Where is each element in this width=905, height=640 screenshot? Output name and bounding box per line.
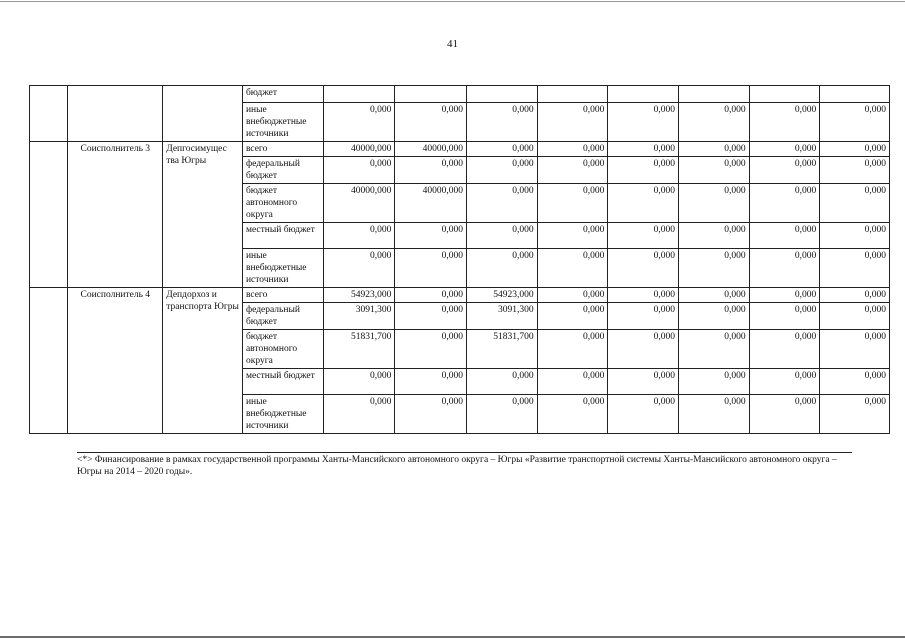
value-cell: 0,000 [395,288,467,303]
value-cell: 0,000 [608,330,679,369]
table-row [30,288,890,303]
value-cell: 0,000 [467,395,538,434]
value-cell: 0,000 [467,157,538,184]
source-cell: бюджет [242,86,323,103]
value-cell: 0,000 [608,395,679,434]
value-cell: 0,000 [395,303,467,330]
table-row [30,86,890,103]
value-cell: 0,000 [608,103,679,142]
value-cell: 0,000 [537,288,608,303]
value-cell: 0,000 [608,184,679,223]
value-cell: 0,000 [820,369,890,395]
executor-cell [68,86,163,142]
value-cell: 0,000 [749,223,820,249]
value-cell: 0,000 [537,142,608,157]
value-cell: 0,000 [820,103,890,142]
value-cell: 0,000 [749,157,820,184]
source-cell: иные внебюджетные источники [242,395,323,434]
value-cell: 0,000 [537,369,608,395]
value-cell: 3091,300 [467,303,538,330]
value-cell [537,86,608,103]
source-cell: иные внебюджетные источники [242,249,323,288]
value-cell: 54923,000 [467,288,538,303]
value-cell: 0,000 [467,142,538,157]
value-cell: 0,000 [678,184,749,223]
value-cell: 0,000 [608,142,679,157]
value-cell: 40000,000 [323,142,395,157]
value-cell: 0,000 [749,184,820,223]
value-cell: 0,000 [395,103,467,142]
value-cell: 0,000 [749,142,820,157]
row-number-cell [30,86,68,142]
value-cell: 0,000 [537,303,608,330]
value-cell [323,86,395,103]
value-cell: 0,000 [608,303,679,330]
value-cell: 0,000 [678,330,749,369]
value-cell: 0,000 [678,142,749,157]
value-cell: 0,000 [749,288,820,303]
value-cell: 0,000 [395,157,467,184]
table-row [30,142,890,157]
value-cell [467,86,538,103]
value-cell: 0,000 [537,395,608,434]
value-cell: 0,000 [749,330,820,369]
value-cell: 0,000 [323,223,395,249]
value-cell: 0,000 [467,103,538,142]
value-cell: 0,000 [608,249,679,288]
row-number-cell [30,288,68,434]
value-cell: 40000,000 [323,184,395,223]
value-cell [820,86,890,103]
org-cell [163,86,243,142]
value-cell: 40000,000 [395,142,467,157]
value-cell: 0,000 [608,157,679,184]
value-cell: 0,000 [678,369,749,395]
value-cell: 0,000 [323,249,395,288]
value-cell: 0,000 [537,184,608,223]
value-cell [678,86,749,103]
financing-table [29,85,890,434]
value-cell: 0,000 [820,395,890,434]
org-cell: Депдорхоз и транспорта Югры [163,288,243,434]
value-cell: 0,000 [749,103,820,142]
value-cell: 0,000 [678,395,749,434]
value-cell: 0,000 [608,288,679,303]
value-cell: 0,000 [820,142,890,157]
source-cell: федеральный бюджет [242,157,323,184]
value-cell: 0,000 [537,157,608,184]
value-cell [749,86,820,103]
scan-top-edge [0,1,905,2]
value-cell: 0,000 [323,395,395,434]
source-cell: иные внебюджетные источники [242,103,323,142]
value-cell: 0,000 [820,157,890,184]
value-cell: 0,000 [820,184,890,223]
value-cell: 0,000 [678,288,749,303]
value-cell [395,86,467,103]
value-cell: 54923,000 [323,288,395,303]
value-cell: 0,000 [678,223,749,249]
value-cell: 0,000 [608,369,679,395]
value-cell: 0,000 [467,223,538,249]
value-cell: 0,000 [820,330,890,369]
org-cell: Депгосимущес тва Югры [163,142,243,288]
value-cell: 0,000 [537,103,608,142]
source-cell: федеральный бюджет [242,303,323,330]
value-cell: 0,000 [608,223,679,249]
value-cell: 0,000 [537,330,608,369]
source-cell: всего [242,142,323,157]
executor-cell: Соисполнитель 3 [68,142,163,288]
row-number-cell [30,142,68,288]
source-cell: местный бюджет [242,223,323,249]
value-cell [608,86,679,103]
value-cell: 0,000 [820,303,890,330]
scan-bottom-edge [0,636,905,638]
value-cell: 0,000 [537,223,608,249]
page-number: 41 [447,38,458,50]
value-cell: 51831,700 [323,330,395,369]
executor-cell: Соисполнитель 4 [68,288,163,434]
value-cell: 0,000 [820,249,890,288]
value-cell: 0,000 [749,395,820,434]
source-cell: бюджет автономного округа [242,330,323,369]
value-cell: 0,000 [323,157,395,184]
value-cell: 40000,000 [395,184,467,223]
value-cell: 0,000 [395,395,467,434]
value-cell: 0,000 [323,103,395,142]
value-cell: 0,000 [467,184,538,223]
value-cell: 0,000 [323,369,395,395]
value-cell: 0,000 [820,223,890,249]
value-cell: 51831,700 [467,330,538,369]
value-cell: 0,000 [678,303,749,330]
value-cell: 0,000 [395,369,467,395]
value-cell: 0,000 [678,103,749,142]
source-cell: бюджет автономного округа [242,184,323,223]
value-cell: 0,000 [467,369,538,395]
value-cell: 0,000 [395,223,467,249]
value-cell: 3091,300 [323,303,395,330]
value-cell: 0,000 [820,288,890,303]
value-cell: 0,000 [395,249,467,288]
value-cell: 0,000 [395,330,467,369]
value-cell: 0,000 [749,249,820,288]
source-cell: всего [242,288,323,303]
value-cell: 0,000 [749,369,820,395]
value-cell: 0,000 [537,249,608,288]
footnote: <*> Финансирование в рамках государственной программы Ханты-Мансийского автономного округа – Югры «Развитие транспортной системы Ханты-Мансийского автономного округа – Югры на 2014 – 2020 годы». [77,452,852,478]
value-cell: 0,000 [467,249,538,288]
source-cell: местный бюджет [242,369,323,395]
value-cell: 0,000 [678,249,749,288]
value-cell: 0,000 [678,157,749,184]
value-cell: 0,000 [749,303,820,330]
